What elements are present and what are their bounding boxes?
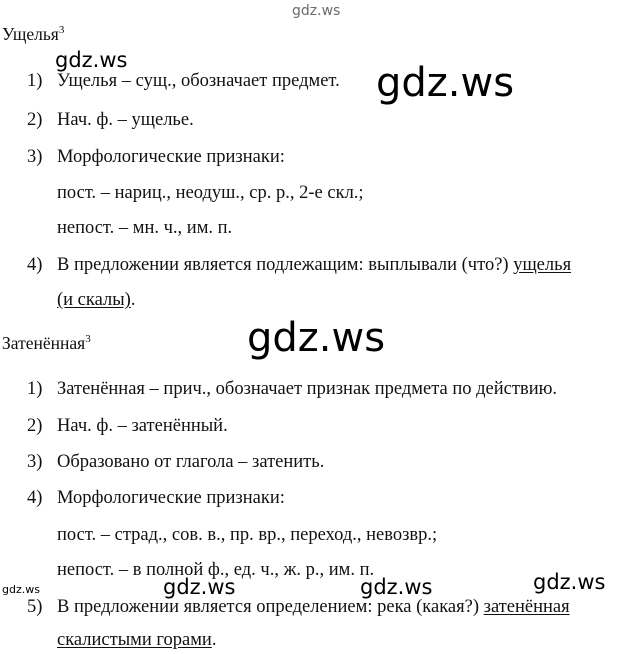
- watermark-big-2: gdz.ws: [247, 315, 386, 361]
- watermark-small-bottom-left: gdz.ws: [2, 583, 40, 596]
- heading-text: Затенённая: [2, 333, 86, 353]
- item-number: 4): [27, 488, 43, 508]
- item-text: Образовано от глагола – затенить.: [57, 452, 325, 472]
- item-number: 3): [27, 147, 43, 167]
- underlined-word: ущелья: [513, 255, 572, 275]
- item-text: пост. – страд., сов. в., пр. вр., переход., невозвр.;: [57, 525, 438, 545]
- list-item: [27, 596, 570, 618]
- item-text: Нач. ф. – затенённый.: [57, 416, 228, 436]
- heading-superscript: 3: [85, 333, 91, 345]
- item-text: В предложении является подлежащим: выплывали (что?): [57, 255, 514, 275]
- heading-text: Ущелья: [2, 24, 59, 44]
- item-text: Морфологические признаки:: [57, 488, 285, 508]
- item-text: Нач. ф. – ущелье.: [57, 110, 194, 130]
- item-number: 4): [27, 255, 43, 275]
- item-number: 2): [27, 110, 43, 130]
- item-number: 1): [27, 71, 43, 91]
- list-item: [27, 146, 285, 168]
- list-item: [27, 254, 571, 276]
- underlined-word: затенённая: [483, 597, 570, 617]
- item-text: Затенённая – прич., обозначает признак предмета по действию.: [57, 379, 558, 399]
- list-item: [27, 70, 340, 92]
- heading-superscript: 3: [58, 24, 65, 36]
- watermark-small-top-left: gdz.ws: [55, 48, 128, 72]
- list-item: [27, 378, 557, 400]
- watermark-top: gdz.ws: [292, 3, 341, 19]
- item-text: В предложении является определением: река (какая?): [57, 597, 484, 617]
- item-text: непост. – в полной ф., ед. ч., ж. р., им. п.: [57, 560, 375, 580]
- list-item-continuation: [57, 629, 216, 651]
- underlined-word: скалистыми горами: [57, 630, 212, 650]
- underlined-word: (и скалы): [57, 290, 131, 310]
- item-text: Морфологические признаки:: [57, 147, 285, 167]
- watermark-mid-3: gdz.ws: [533, 570, 606, 594]
- item-number: 3): [27, 452, 43, 472]
- list-item-continuation: [57, 524, 437, 546]
- list-item: [27, 487, 285, 509]
- item-text: непост. – мн. ч., им. п.: [57, 218, 233, 238]
- item-number: 5): [27, 597, 43, 617]
- list-item-continuation: [57, 182, 364, 204]
- watermark-mid-1: gdz.ws: [163, 575, 236, 599]
- section-heading-ushchelya: [2, 24, 64, 45]
- list-item-continuation: [57, 217, 232, 239]
- item-number: 2): [27, 416, 43, 436]
- item-number: 1): [27, 379, 43, 399]
- item-text: пост. – нариц., неодуш., ср. р., 2-е скл.;: [57, 183, 364, 203]
- list-item-continuation: [57, 289, 135, 311]
- watermark-big-1: gdz.ws: [376, 60, 515, 106]
- item-text: Ущелья – сущ., обозначает предмет.: [57, 71, 340, 91]
- list-item: [27, 451, 324, 473]
- list-item: [27, 109, 194, 131]
- list-item: [27, 415, 228, 437]
- item-text: .: [211, 630, 217, 650]
- section-heading-zatenyonnaya: [2, 333, 91, 354]
- item-text: .: [130, 290, 136, 310]
- watermark-mid-2: gdz.ws: [360, 575, 433, 599]
